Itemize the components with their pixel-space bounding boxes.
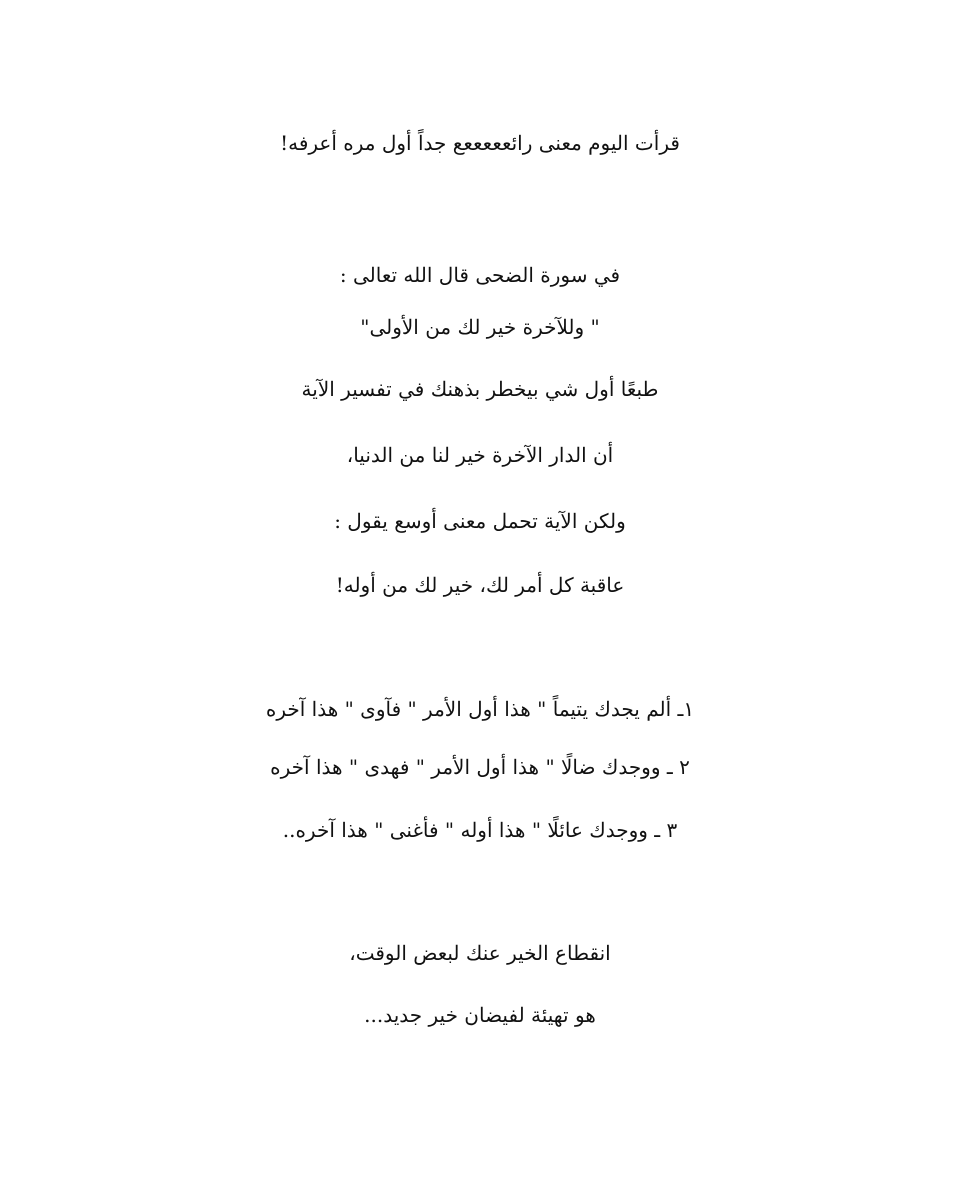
- intro-line: قرأت اليوم معنى رائعععععع جداً أول مره أعرفه!: [280, 131, 680, 155]
- verse-line-6: عاقبة كل أمر لك، خير لك من أوله!: [335, 573, 625, 597]
- closing-line-2: هو تهيئة لفيضان خير جديد...: [364, 1003, 596, 1027]
- example-line-1: ١ـ ألم يجدك يتيماً " هذا أول الأمر " فآوى " هذا آخره: [265, 697, 695, 721]
- verse-line-1: في سورة الضحى قال الله تعالى :: [339, 263, 621, 287]
- verse-line-2: " وللآخرة خير لك من الأولى": [360, 315, 600, 339]
- example-line-2: ٢ ـ ووجدك ضالًا " هذا أول الأمر " فهدى " هذا آخره: [270, 755, 690, 779]
- example-line-3: ٣ ـ ووجدك عائلًا " هذا أوله " فأغنى " هذا آخره..: [282, 818, 678, 842]
- closing-line-1: انقطاع الخير عنك لبعض الوقت،: [349, 941, 611, 965]
- verse-line-3: طبعًا أول شي بيخطر بذهنك في تفسير الآية: [301, 377, 659, 401]
- verse-line-4: أن الدار الآخرة خير لنا من الدنيا،: [346, 443, 614, 467]
- verse-line-5: ولكن الآية تحمل معنى أوسع يقول :: [334, 509, 626, 533]
